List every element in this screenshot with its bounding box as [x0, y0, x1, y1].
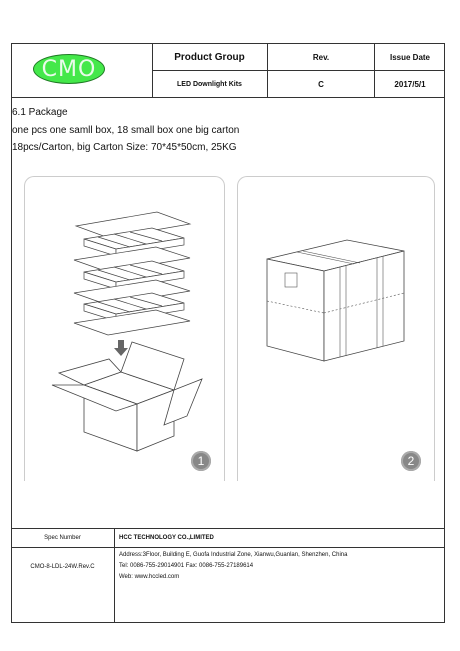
footer-divider: [114, 528, 115, 623]
figure-badge-1: 1: [191, 451, 211, 471]
header-divider-3: [374, 43, 375, 98]
company-logo: [33, 54, 105, 84]
spec-number-value: CMO-8-LDL-24W.Rev.C: [30, 564, 95, 570]
section-title: 6.1 Package: [12, 107, 68, 118]
product-group-value: LED Downlight Kits: [177, 81, 242, 88]
section-line-2: 18pcs/Carton, big Carton Size: 70*45*50cm, 25KG: [12, 142, 237, 153]
stacked-boxes-exploded-icon: [24, 176, 223, 476]
company-web: Web: www.hccled.com: [119, 574, 180, 580]
issue-date-label: Issue Date: [389, 53, 431, 62]
section-line-1: one pcs one samll box, 18 small box one big carton: [12, 125, 240, 136]
sealed-carton-icon: [237, 176, 433, 476]
product-group-label: Product Group: [174, 52, 245, 63]
spec-number-label: Spec Number: [44, 535, 81, 541]
header-middle-rule: [152, 70, 445, 71]
company-address: Address:3Floor, Building E, Guofa Industrial Zone, Xianwu,Guanlan, Shenzhen, China: [119, 552, 348, 558]
company-name: HCC TECHNOLOGY CO.,LIMITED: [119, 535, 214, 541]
figure-badge-2: 2: [401, 451, 421, 471]
issue-date-value: 2017/5/1: [394, 80, 426, 89]
rev-value: C: [318, 80, 324, 89]
rev-label: Rev.: [312, 53, 330, 62]
company-tel-fax: Tel: 0086-755-29014901 Fax: 0086-755-27189614: [119, 563, 254, 569]
footer-top-rule: [11, 528, 445, 529]
footer-middle-rule: [11, 547, 445, 548]
logo-text: CMO: [41, 56, 97, 82]
header-bottom-rule: [11, 97, 445, 98]
header-divider-2: [267, 43, 268, 98]
